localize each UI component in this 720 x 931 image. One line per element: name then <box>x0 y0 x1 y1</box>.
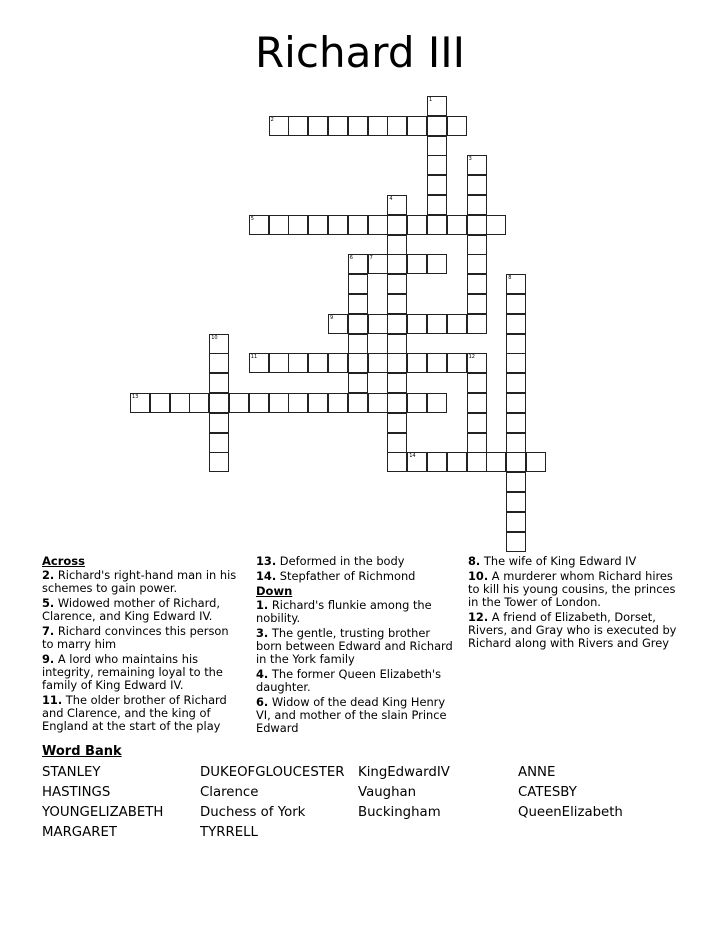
grid-cell[interactable] <box>447 116 467 136</box>
grid-cell[interactable] <box>506 314 526 334</box>
grid-cell[interactable] <box>209 413 229 433</box>
grid-cell[interactable] <box>288 116 308 136</box>
grid-cell[interactable] <box>387 294 407 314</box>
clue-number-label: 9. <box>42 652 55 666</box>
word-bank-entry: TYRRELL <box>200 825 258 840</box>
grid-cell[interactable] <box>368 353 388 373</box>
clue-text: A murderer whom Richard hires to kill his young cousins, the princes in the Tower of London. <box>468 569 676 609</box>
clue-number: 5 <box>250 215 254 222</box>
grid-cell[interactable] <box>447 215 467 235</box>
word-bank-entry: MARGARET <box>42 825 117 840</box>
word-bank-entry: QueenElizabeth <box>518 805 623 820</box>
grid-cell[interactable] <box>467 235 487 255</box>
down-header: Down <box>256 584 293 598</box>
grid-cell[interactable] <box>348 373 368 393</box>
clue-number: 3 <box>468 156 472 163</box>
grid-cell[interactable] <box>467 274 487 294</box>
grid-cell[interactable] <box>387 373 407 393</box>
clue-number: 6 <box>349 255 353 262</box>
clue <box>256 668 456 694</box>
clues-column-2 <box>256 555 456 737</box>
grid-cell[interactable] <box>209 433 229 453</box>
grid-cell[interactable] <box>506 274 526 294</box>
clue-text: Richard's right-hand man in his schemes to gain power. <box>42 568 237 595</box>
clue-text: Widow of the dead King Henry VI, and mother of the slain Prince Edward <box>256 695 447 735</box>
grid-cell[interactable] <box>209 334 229 354</box>
grid-cell[interactable] <box>288 353 308 373</box>
clues-column-1 <box>42 555 242 735</box>
clue <box>256 696 456 735</box>
grid-cell[interactable] <box>407 116 427 136</box>
grid-cell[interactable] <box>447 353 467 373</box>
clue-text: The former Queen Elizabeth's daughter. <box>256 667 442 694</box>
grid-cell[interactable] <box>249 215 269 235</box>
grid-cell[interactable] <box>249 353 269 373</box>
grid-cell[interactable] <box>467 393 487 413</box>
word-bank-entry: Vaughan <box>358 785 417 800</box>
clue-number-label: 5. <box>42 596 55 610</box>
clue-number-label: 1. <box>256 598 269 612</box>
word-bank-entry: STANLEY <box>42 765 101 780</box>
clue <box>468 611 678 650</box>
grid-cell[interactable] <box>407 452 427 472</box>
word-bank-entry: Duchess of York <box>200 805 306 820</box>
grid-cell[interactable] <box>387 215 407 235</box>
grid-cell[interactable] <box>348 215 368 235</box>
clue-text: The wife of King Edward IV <box>480 554 637 568</box>
grid-cell[interactable] <box>506 433 526 453</box>
grid-cell[interactable] <box>467 353 487 373</box>
grid-cell[interactable] <box>447 314 467 334</box>
grid-cell[interactable] <box>269 116 289 136</box>
clue-text: The older brother of Richard and Clarence, and the king of England at the start of the play <box>42 693 227 733</box>
clue-number-label: 3. <box>256 626 269 640</box>
grid-cell[interactable] <box>387 314 407 334</box>
clue-number: 12 <box>468 354 475 361</box>
clue <box>256 627 456 666</box>
grid-cell[interactable] <box>387 393 407 413</box>
grid-cell[interactable] <box>506 532 526 552</box>
clue-number: 14 <box>409 453 416 460</box>
clue-number: 10 <box>211 334 218 341</box>
grid-cell[interactable] <box>209 373 229 393</box>
clue-number: 13 <box>132 394 139 400</box>
clue <box>468 570 678 609</box>
word-bank-entry: YOUNGELIZABETH <box>42 805 164 820</box>
grid-cell[interactable] <box>467 215 487 235</box>
grid-cell[interactable] <box>506 353 526 373</box>
grid-cell[interactable] <box>467 452 487 472</box>
grid-cell[interactable] <box>348 393 368 413</box>
grid-cell[interactable] <box>407 314 427 334</box>
grid-cell[interactable] <box>387 116 407 136</box>
clue <box>42 569 242 595</box>
grid-cell[interactable] <box>467 433 487 453</box>
grid-cell[interactable] <box>368 393 388 413</box>
grid-cell[interactable] <box>506 472 526 492</box>
down-clue-list-continued <box>468 555 678 650</box>
grid-cell[interactable] <box>467 254 487 274</box>
word-bank-entry: HASTINGS <box>42 785 111 800</box>
grid-cell[interactable] <box>486 215 506 235</box>
grid-cell[interactable] <box>348 274 368 294</box>
clue-number-label: 11. <box>42 693 63 707</box>
grid-cell[interactable] <box>387 195 407 215</box>
grid-cell[interactable] <box>269 353 289 373</box>
grid-cell[interactable] <box>407 215 427 235</box>
clue-number: 9 <box>330 314 334 321</box>
grid-cell[interactable] <box>506 334 526 354</box>
clue-number-label: 6. <box>256 695 269 709</box>
grid-cell[interactable] <box>427 136 447 156</box>
grid-cell[interactable] <box>348 294 368 314</box>
grid-cell[interactable] <box>170 393 190 413</box>
grid-cell[interactable] <box>467 294 487 314</box>
word-bank-title: Word Bank <box>42 744 122 759</box>
grid-cell[interactable] <box>407 393 427 413</box>
clue-number: 1 <box>429 97 433 103</box>
clue-number-label: 2. <box>42 568 55 582</box>
clue-number-label: 13. <box>256 554 277 568</box>
puzzle-title: Richard III <box>255 28 465 77</box>
grid-cell[interactable] <box>269 393 289 413</box>
grid-cell[interactable] <box>348 254 368 274</box>
grid-cell[interactable] <box>427 215 447 235</box>
clue-number: 8 <box>508 275 512 282</box>
grid-cell[interactable] <box>130 393 150 413</box>
clue-number: 4 <box>389 196 393 202</box>
grid-cell[interactable] <box>467 175 487 195</box>
grid-cell[interactable] <box>229 393 249 413</box>
clue <box>468 555 678 568</box>
clue-text: Richard convinces this person to marry him <box>42 624 229 651</box>
word-bank-entry: KingEdwardIV <box>358 765 450 780</box>
grid-cell[interactable] <box>447 452 467 472</box>
grid-cell[interactable] <box>486 452 506 472</box>
grid-cell[interactable] <box>368 215 388 235</box>
grid-cell[interactable] <box>467 373 487 393</box>
clue-text: A lord who maintains his integrity, remaining loyal to the family of King Edward IV. <box>42 652 223 692</box>
grid-cell[interactable] <box>407 353 427 373</box>
grid-cell[interactable] <box>467 413 487 433</box>
clue-number: 11 <box>250 354 258 361</box>
grid-cell[interactable] <box>506 413 526 433</box>
clue-text: Stepfather of Richmond <box>276 569 416 583</box>
grid-cell[interactable] <box>427 116 447 136</box>
clue <box>42 625 242 651</box>
clue-text: Deformed in the body <box>276 554 405 568</box>
word-bank-entry: CATESBY <box>518 785 577 800</box>
across-header: Across <box>42 554 85 568</box>
clue-text: Richard's flunkie among the nobility. <box>256 598 432 625</box>
grid-cell[interactable] <box>288 215 308 235</box>
clues-column-3 <box>468 555 678 652</box>
clue-number-label: 10. <box>468 569 489 583</box>
grid-cell[interactable] <box>328 314 348 334</box>
word-bank-entry: ANNE <box>518 765 556 780</box>
grid-cell[interactable] <box>348 116 368 136</box>
grid-cell[interactable] <box>427 314 447 334</box>
across-clue-list <box>42 569 242 733</box>
clue-number-label: 7. <box>42 624 55 638</box>
clue-number: 2 <box>270 116 274 123</box>
grid-cell[interactable] <box>427 195 447 215</box>
grid-cell[interactable] <box>506 452 526 472</box>
down-clue-list <box>256 599 456 735</box>
clue-text: Widowed mother of Richard, Clarence, and King Edward IV. <box>42 596 220 623</box>
clue-text: A friend of Elizabeth, Dorset, Rivers, and Gray who is executed by Richard along with Rivers and Grey <box>468 610 677 650</box>
grid-cell[interactable] <box>467 195 487 215</box>
grid-cell[interactable] <box>209 393 229 413</box>
grid-cell[interactable] <box>348 334 368 354</box>
grid-cell[interactable] <box>348 353 368 373</box>
grid-cell[interactable] <box>308 116 328 136</box>
grid-cell[interactable] <box>387 334 407 354</box>
grid-cell[interactable] <box>387 353 407 373</box>
grid-cell[interactable] <box>506 512 526 532</box>
clue <box>256 599 456 625</box>
grid-cell[interactable] <box>427 452 447 472</box>
grid-cell[interactable] <box>308 393 328 413</box>
grid-cell[interactable] <box>328 215 348 235</box>
grid-cell[interactable] <box>328 353 348 373</box>
clue-number-label: 8. <box>468 554 481 568</box>
grid-cell[interactable] <box>506 373 526 393</box>
grid-cell[interactable] <box>387 452 407 472</box>
grid-cell[interactable] <box>427 254 447 274</box>
clue-number-label: 4. <box>256 667 269 681</box>
grid-cell[interactable] <box>328 116 348 136</box>
grid-cell[interactable] <box>427 155 447 175</box>
clue-number-label: 12. <box>468 610 489 624</box>
grid-cell[interactable] <box>328 393 348 413</box>
grid-cell[interactable] <box>368 116 388 136</box>
word-bank-entry: Clarence <box>200 785 259 800</box>
grid-cell[interactable] <box>506 393 526 413</box>
grid-cell[interactable] <box>387 413 407 433</box>
grid-cell[interactable] <box>288 393 308 413</box>
clue-number-label: 14. <box>256 569 277 583</box>
grid-cell[interactable] <box>387 274 407 294</box>
grid-cell[interactable] <box>189 393 209 413</box>
clue <box>42 597 242 623</box>
across-clue-list-continued <box>256 555 456 583</box>
word-bank-entry: DUKEOFGLOUCESTER <box>200 765 345 780</box>
clue-text: The gentle, trusting brother born between Edward and Richard in the York family <box>256 626 453 666</box>
grid-cell[interactable] <box>467 155 487 175</box>
grid-cell[interactable] <box>209 452 229 472</box>
grid-cell[interactable] <box>506 492 526 512</box>
grid-cell[interactable] <box>368 314 388 334</box>
grid-cell[interactable] <box>150 393 170 413</box>
grid-cell[interactable] <box>427 96 447 116</box>
grid-cell[interactable] <box>387 433 407 453</box>
grid-cell[interactable] <box>249 393 269 413</box>
grid-cell[interactable] <box>526 452 546 472</box>
grid-cell[interactable] <box>387 235 407 255</box>
grid-cell[interactable] <box>308 353 328 373</box>
grid-cell[interactable] <box>269 215 289 235</box>
grid-cell[interactable] <box>427 353 447 373</box>
clue-number: 7 <box>369 255 373 262</box>
grid-cell[interactable] <box>506 294 526 314</box>
word-bank-entry: Buckingham <box>358 805 441 820</box>
clue <box>256 570 456 583</box>
grid-cell[interactable] <box>427 175 447 195</box>
grid-cell[interactable] <box>407 254 427 274</box>
clue <box>256 555 456 568</box>
grid-cell[interactable] <box>387 254 407 274</box>
grid-cell[interactable] <box>308 215 328 235</box>
grid-cell[interactable] <box>209 353 229 373</box>
clue <box>42 653 242 692</box>
grid-cell[interactable] <box>368 254 388 274</box>
grid-cell[interactable] <box>348 314 368 334</box>
grid-cell[interactable] <box>467 314 487 334</box>
clue <box>42 694 242 733</box>
grid-cell[interactable] <box>427 393 447 413</box>
